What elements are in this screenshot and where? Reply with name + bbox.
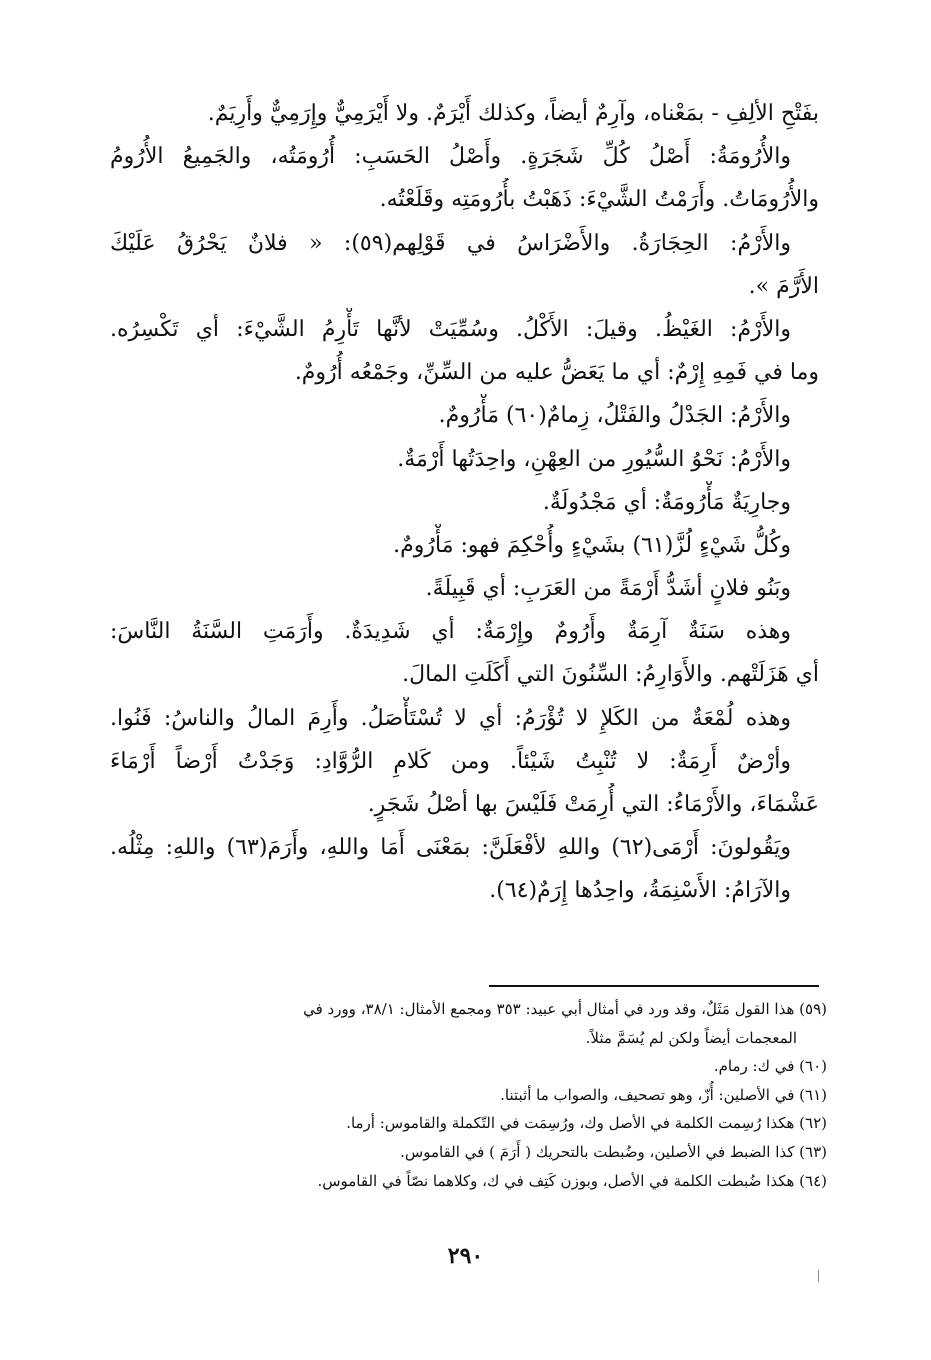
text-line: والآرَامُ: الأَسْنِمَةُ، واحِدُها إِرَمٌ(٦٤). — [489, 878, 791, 904]
text-line: وهذه لُمْعَةٌ من الكَلإِ لا تُؤْرَمُ: أي لا تُسْتَأْصَلُ. وأَرِمَ المالُ والناسُ: فَنُوا. — [110, 705, 791, 731]
text-line: والأَرْمُ: الجَدْلُ والفَتْلُ، زِمامٌ(٦٠) مَأْرُومٌ. — [438, 403, 791, 429]
text-line: وأرْضٌ أَرِمَةٌ: لا تُنْبِتُ شَيْئاً. ومن كَلامِ الرُّوَّادِ: وَجَدْتُ أَرْضاً أَرْمَاءَ — [110, 748, 791, 774]
main-text — [110, 92, 819, 913]
text-line: وهذه سَنَةٌ آرِمَةٌ وأَرُومٌ وإِرْمَةٌ: أي شَدِيدَةٌ. وأَرَمَتِ السَّنَةُ النَّاسَ: — [110, 619, 791, 645]
footnote-line: (٦٤) هكذا ضُبطت الكلمة في الأصل، وبوزن كَتِف في ك، وكلاهما نصّاً في القاموس. — [317, 1171, 827, 1190]
text-line: والأَرْمُ: نَحْوُ السُّيُورِ من العِهْنِ، واحِدَتُها أَرْمَةٌ. — [397, 446, 791, 472]
footnote-line: المعجمات أيضاً ولكن لم يُسَمَّ مثلاً. — [585, 1028, 797, 1047]
footnote-line: (٦١) في الأصلين: أُزّ، وهو تصحيف، والصواب ما أثبتنا. — [500, 1085, 827, 1104]
footnote-divider — [489, 985, 819, 987]
text-line: بفَتْحِ الألِفِ - بمَعْناه، وآرِمٌ أيضاً، وكذلك أَيْرَمٌ. ولا أَيْرَمِيٌّ وإِرَمِيٌّ وأَرِيَمٌ. — [207, 101, 819, 126]
text-line: والأُرُومَاتُ. وأَرَمْتُ الشَّيْءَ: ذَهَبْتُ بأُرُومَتِه وقَلَعْتُه. — [379, 187, 819, 213]
page-number: ٢٩٠ — [447, 1243, 484, 1269]
text-line: وكُلُّ شَيْءٍ لُزَّ(٦١) بشَيْءٍ وأُحْكِمَ فهو: مَأْرُومٌ. — [393, 532, 791, 558]
text-line: وبَنُو فلانٍ أشَدُّ أَرْمَةً من العَرَبِ: أي قَبِيلَةً. — [425, 576, 791, 602]
footnote-line: (٦٣) كذا الضبط في الأصلين، وضُبطت بالتحريك ( أَرَمَ ) في القاموس. — [400, 1142, 827, 1161]
footnote-line: (٥٩) هذا القول مَثَلٌ، وقد ورد في أمثال أبي عبيد: ٣٥٣ ومجمع الأمثال: ٣٨/١، وورد في — [303, 1000, 827, 1018]
text-line: عَشْمَاءَ، والأَرْمَاءُ: التي أُرِمَتْ فَلَيْسَ بها أصْلُ شَجَرٍ. — [367, 792, 819, 817]
scan-mark — [818, 1270, 819, 1282]
text-line: ويَقُولونَ: أَرْمَى(٦٢) واللهِ لأفْعَلَنَّ: بمَعْنَى أَمَا واللهِ، وأَرَمَ(٦٣) واللهِ: مِثْلُه. — [110, 835, 791, 861]
text-line: والأَرْمُ: الغَيْظُ. وقيلَ: الأَكْلُ. وسُمِّيَتْ لأنَّها تَأْرِمُ الشَّيْءَ: أي تَكْسِرُه. — [110, 316, 791, 342]
footnote-line: (٦٠) في ك: رمام. — [713, 1057, 827, 1076]
text-line: الأَرَّمَ ». — [748, 273, 819, 299]
text-line: وجارِيَةٌ مَأْرُومَةٌ: أي مَجْدُولَةٌ. — [542, 489, 791, 515]
text-line: والأُرُومَةُ: أَصْلُ كُلِّ شَجَرَةٍ. وأَصْلُ الحَسَبِ: أُرُومَتُه، والجَمِيعُ الأُرُومُ — [110, 144, 791, 170]
text-line: وما في فَمِهِ إِرْمٌ: أي ما يَعَضُّ عليه من السِّنِّ، وجَمْعُه أُرُومٌ. — [294, 360, 819, 386]
footnote-line: (٦٢) هكذا رُسِمت الكلمة في الأصل وك، ورُسِمَت في التّكملة والقاموس: أرما. — [346, 1114, 827, 1133]
footnotes — [92, 995, 827, 1195]
text-line: أي هَزَلَتْهم. والأَوَارِمُ: السِّنُونَ التي أَكَلَتِ المالَ. — [402, 662, 819, 688]
text-line: والأَرْمُ: الحِجَارَةُ. والأَضْرَاسُ في قَوْلِهم(٥٩): « فلانٌ يَحْرُقُ عَلَيْكَ — [110, 230, 791, 256]
